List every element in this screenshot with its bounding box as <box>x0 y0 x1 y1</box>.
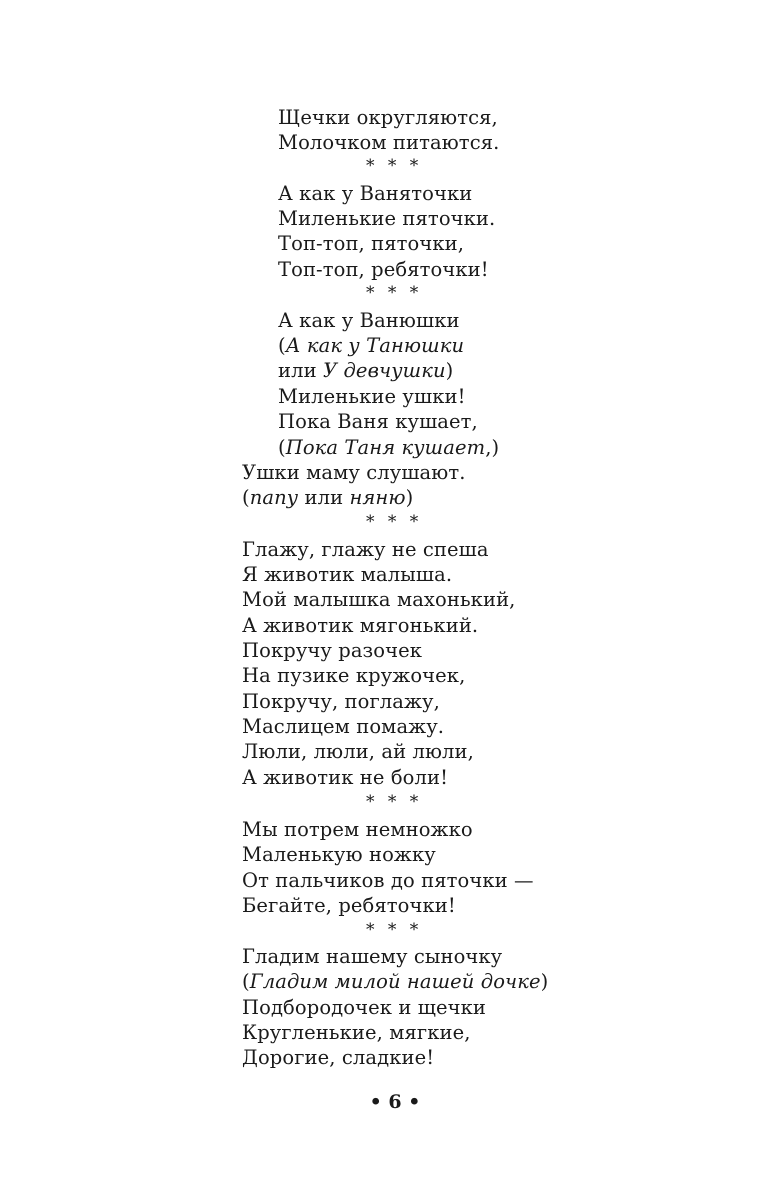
bracket: ( <box>242 486 250 509</box>
verse-line: А животик не боли! <box>242 766 449 789</box>
verse-line: Покручу, поглажу, <box>242 690 440 713</box>
verse-line: Миленькие ушки! <box>278 385 466 408</box>
verse-line: А как у Ванюшки <box>278 309 460 332</box>
italic-variant: няню <box>349 486 406 509</box>
italic-variant: Пока Таня кушает <box>285 436 486 459</box>
verse-line: А животик мягонький. <box>242 614 479 637</box>
verse-line: Пока Ваня кушает, <box>278 410 478 433</box>
stanza-separator: * * * <box>366 792 423 812</box>
verse-line <box>278 333 464 358</box>
verse-line: Подбородочек и щечки <box>242 996 486 1019</box>
verse-line <box>278 358 453 383</box>
verse-line: Молочком питаются. <box>278 131 500 154</box>
verse-line: Люли, люли, ай люли, <box>242 740 474 763</box>
verse-line: Щечки округляются, <box>278 106 498 129</box>
stanza-separator: * * * <box>366 283 423 303</box>
bracket: ( <box>242 970 250 993</box>
verse-line: Маслицем помажу. <box>242 715 445 738</box>
verse-line: Мой малышка махонький, <box>242 588 516 611</box>
verse-line <box>242 485 413 510</box>
verse-line: Глажу, глажу не спеша <box>242 538 489 561</box>
stanza-separator: * * * <box>366 156 423 176</box>
verse-line: От пальчиков до пяточки — <box>242 869 534 892</box>
verse-line: Ушки маму слушают. <box>242 461 466 484</box>
verse-line: Мы потрем немножко <box>242 818 473 841</box>
bracket: ) <box>405 486 414 509</box>
page-number: • 6 • <box>369 1091 421 1113</box>
italic-variant: папу <box>249 486 299 509</box>
verse-line: На пузике кружочек, <box>242 664 466 687</box>
italic-variant: Гладим милой нашей дочке <box>249 970 541 993</box>
verse-line: Бегайте, ребяточки! <box>242 894 456 917</box>
verse-line: Миленькие пяточки. <box>278 207 496 230</box>
bracket: ) <box>445 359 454 382</box>
bracket: ( <box>278 334 286 357</box>
verse-line: Дорогие, сладкие! <box>242 1046 435 1069</box>
stanza-separator: * * * <box>366 512 423 532</box>
verse-line: А как у Ваняточки <box>278 182 473 205</box>
verse-line: Кругленькие, мягкие, <box>242 1021 471 1044</box>
verse-line: Гладим нашему сыночку <box>242 945 503 968</box>
stanza-separator: * * * <box>366 920 423 940</box>
bracket: ( <box>278 436 286 459</box>
verse-line: Топ-топ, ребяточки! <box>278 258 489 281</box>
verse-line <box>242 969 548 994</box>
conjunction: или <box>298 486 350 509</box>
verse-line: Я животик малыша. <box>242 563 453 586</box>
italic-variant: А как у Танюшки <box>285 334 465 357</box>
verse-line: Топ-топ, пяточки, <box>278 232 465 255</box>
bracket: ) <box>540 970 549 993</box>
conjunction: или <box>278 359 323 382</box>
italic-variant: У девчушки <box>322 359 446 382</box>
verse-line: Маленькую ножку <box>242 843 436 866</box>
bracket: ,) <box>485 436 500 459</box>
verse-line: Покручу разочек <box>242 639 423 662</box>
verse-line <box>278 435 499 460</box>
